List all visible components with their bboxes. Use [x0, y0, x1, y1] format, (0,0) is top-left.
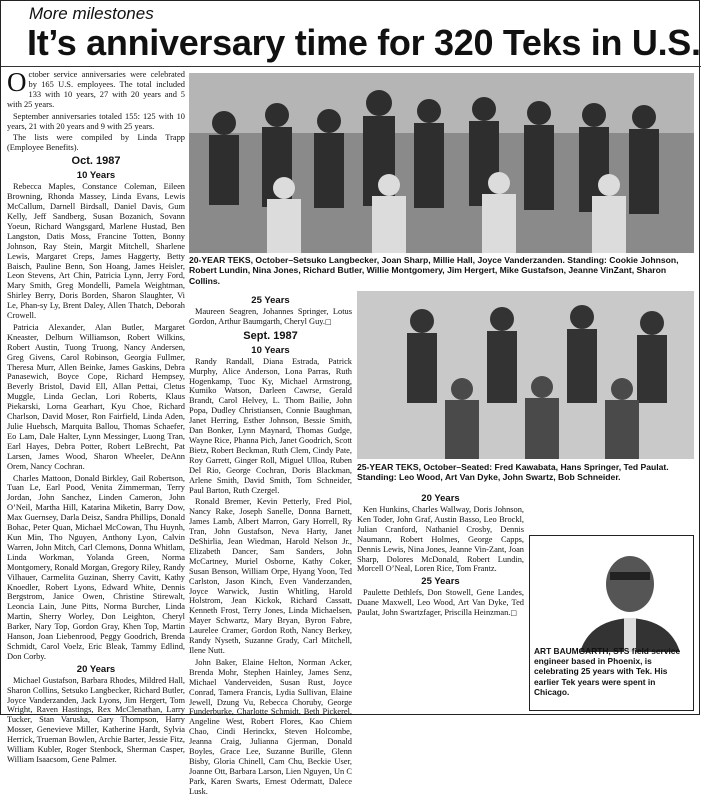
- drop-cap: O: [7, 67, 27, 97]
- sept-25-years-list: Paulette Dethlefs, Don Stowell, Gene Landes, Duane Maxwell, Leo Wood, Art Van Dyke, Ted Paulat, John Swartzfager, Priscilla Heinzman.□: [357, 588, 524, 618]
- oct-20-years-heading: 20 Years: [76, 663, 116, 675]
- sept-10-years-heading: 10 Years: [251, 344, 290, 356]
- photo-20-year-teks-image: [189, 73, 694, 253]
- story-end-mark-2: □: [510, 609, 518, 618]
- oct-10-years-heading: 10 Years: [76, 170, 116, 182]
- oct-10-years-list-3: Charles Mattoon, Donald Birkley, Gail Robertson, Tuan Le, Earl Pood, Venita Zimmerman, Terry Jordan, John Sanchez, Linden Cameron, John O’Neil, Martha Hill, Katarina Miketin, Barry Dow, Max Guernsey, Darla Deisz, Sandra Phillips, Donald Bohac, Peter Quan, Michael McCowan, Thu Huynh, Kun Min, Tho Nguyen, Anthony Lyon, Calvin Warren, John Mitch, Carl Clemons, Donna Whitlam, Linda Workman, Yolanda Green, Norma Montgomery, Ronald Morgan, Gregory Riley, Randy Vilhauer, Carmelita Guzinan, Sherry Cavitt, Kathy Knoedler, Robert Lyons, Edward White, Dennis Bergstrom, Janice Owen, Christine Stirewalt, Leoncia Lain, June Pitts, Norma Burcher, Linda Martin, Sherry Worley, Don Leighton, Cheryl Barker, Nary Top, Gordon Gray, Khen Top, Martin Hanson, Joan Liebenrood, Peggy Goodrich, Brenda Schmidt, Carol Voelz, Eric Bleak, Tammy Edlind, Don Corby.: [7, 473, 185, 661]
- oct-20-years-list: Michael Gustafson, Barbara Rhodes, Mildred Hall, Sharon Collins, Setsuko Langbecker, Richard Butler, Joyce Vanderzanden, Jack Lyons, Jim Hergert, Tom Wright, Raven Hastings, Rex McClenathan, Larry Tucker, Stan Varuska, Gary Thompson, Harry Mosser, Genevieve Miller, Katherine Hardt, Sylvia Herrick, Trueman Bowlen, Archie Barter, Jessie Fitz, William Kubler, Roger Stenbock, Sherman Casper, William Isaacsom, Gene Palmer.: [7, 675, 185, 764]
- sept-25-years-heading: 25 Years: [421, 576, 460, 588]
- sept-10-years-list-2: Ronald Bremer, Kevin Petterly, Fred Piol, Nancy Rake, Joseph Sanelle, Donna Barnett, James Lamb, Albert Marron, Gary Horrell, Ry Tran, John Gustafson, Neva Harty, Janet DeShirlia, Jean Wiedman, Harold Nelson Jr., Elizabeth Dancer, Sam Sanders, John McCartney, Muriel Osborne, Kathy Coker, Susan Benson, William Orpe, Hyang Yoon, Ted Carlston, Jason Kinch, Even Vanderzanden, Joyce Warwick, Justin Whitling, Harold Holstrom, Jean Kickok, Richard Cassatt, Kenneth Frost, Terry Jones, Linda Michaelsen, Mayer Schwartz, Mary Bryan, Byron Fabre, Laurelee Cramer, Gordon Roth, Nancy Berkey, Randy Nyseth, Suzanne Grady, Carl Mitchell, Ilene Nutt.: [189, 497, 352, 655]
- photo-25-year-teks-image: [357, 291, 694, 459]
- page-headline: It’s anniversary time for 320 Teks in U.S.: [27, 22, 701, 63]
- photo-art-baumgarth-image: [560, 542, 690, 652]
- oct-10-years-list-2: Patricia Alexander, Alan Butler, Margaret Kneaster, Delburn Williamson, Robert Wilkins, Robert Austin, Tuong Truong, Nancy Andersen, Greg Givens, Carol Robinson, Georgia Fullmer, Theresa Murr, Allen Beinke, James Gaskins, Debra Panasewich, Boyce Cope, Richard Hempsey, Beverly Bristol, David Ell, Allan Pettai, Cletus Muggle, Linda Geclan, Lori Roberts, Klaus Piekarski, Lorna Gearhart, Kyu Choe, Richard Charlson, David Moser, Ron Fairfield, Linda Aden, Julie Huebsch, Marquita Ballou, Thomas Schaefer, Eo Lam, Dale Halter, Lynn Messinger, Luong Tran, Earl Hayes, Debra Potter, Robert LeBrecht, Pat Larsen, James Wood, Sharon Wheeler, DeAnn Orem, Nancy Cochran.: [7, 322, 185, 471]
- sept-10-years-list-1: Randy Randall, Diana Estrada, Patrick Murphy, Alice Anderson, Lona Parras, Ruth Hogenkamp, Tuoc Ky, Michael Armstrong, Kumiko Watson, Darleen Cawrse, Gerald Brandt, Carol Helvey, L. Thom Bailie, John Popa, Dudley Christiansen, Connie Baughman, Janet Herring, Esther Johnson, Bessie Smith, Dan Bonker, Lynn Maynard, Thomas Gudge, Wayne Rice, Phanna Pich, Janet Goodrich, Scott Bietz, Robert Beckman, Ruth Clem, Cindy Pate, Roy Garrett, Ginger Roll, Miguel Ulloa, Ruben Del Rio, George Cochran, Doris Blackman, Arlene Smith, David Smith, Tom Schneider, Paul Barton, Ruth Czergel.: [189, 356, 352, 495]
- intro-paragraph-1: October service anniversaries were celebrated by 165 U.S. employees. The total included 133 with 10 years, 27 with 20 years and 5 with 25 years.: [7, 67, 185, 109]
- oct-25-years-heading: 25 Years: [251, 294, 290, 306]
- photo-20-year-teks-caption: 20-YEAR TEKS, October–Setsuko Langbecker, Joan Sharp, Millie Hall, Joyce Vanderzanden. Standing: Cookie Johnson, Robert Lundin, Nina Jones, Richard Butler, Willie Montgomery, Jim Hergert, Mike Gustafson, Jeanne VinZant, Sharon Collins.: [189, 255, 679, 286]
- column-1: [7, 67, 185, 764]
- intro-paragraph-2: September anniversaries totaled 155: 125 with 10 years, 21 with 20 years and 9 with 25 years.: [7, 111, 185, 131]
- oct-25-years-list: Maureen Seagren, Johannes Springer, Lotus Gordon, Arthur Baumgarth, Cheryl Guy.□: [189, 306, 352, 326]
- story-end-mark: □: [325, 317, 332, 326]
- oct-20-years-continued: [189, 283, 352, 293]
- photo-25-year-teks: [357, 291, 694, 459]
- oct-heading: Oct. 1987: [71, 155, 121, 168]
- sept-heading: Sept. 1987: [243, 329, 298, 342]
- photo-25-year-teks-caption: 25-YEAR TEKS, October–Seated: Fred Kawabata, Hans Springer, Ted Paulat. Standing: Leo Wood, Art Van Dyke, John Swartz, Bob Schneider.: [357, 462, 669, 483]
- art-baumgarth-box: [529, 535, 694, 711]
- oct-10-years-list-1: Rebecca Maples, Constance Coleman, Eileen Browning, Rhonda Massey, Linda Evans, Lewis McCallum, Darnell Birdsall, Daniel Davis, Gum Kelly, Jeff Sandberg, Susan Bozanich, Sovann Yoeun, Richard Wangsgard, Marlene Hustad, Ben Langston, Datis Moss, Francine Totten, Bonny Johnson, Ray Stein, Margit Mitchell, Sharlene Lewis, Margaret Creps, James Haggerty, Betty Baisch, Pauline Benn, Son Hoang, James Heisler, Leon Stevens, Art Chin, Patricia Lynn, Jerry Ford, Mary Smith, Greg Mondelli, Pamela Weightman, Shirley Berry, Doris Borden, Sharon Slaughter, Vi Le, Phan-sy Ly, Brent Daley, Allen Thatch, Deborah Crowell.: [7, 182, 185, 321]
- column-3: [357, 491, 524, 712]
- sept-20-years-heading: 20 Years: [421, 493, 460, 504]
- photo-art-baumgarth: [560, 542, 690, 652]
- sept-10-years-list-3: John Baker, Elaine Helton, Norman Acker, Brenda Mohr, Stephen Hainley, James Senz, Michael Vanderveiden, Susan Rust, Joyce Conrad, Tamera Francis, Lydia Sullivan, Elaine Jewell, Dzung Vu, Rebecca Choruby, George Funderburke, Charlotte Schmidt, Beth Pickerel, Angeline West, Robert Flores, Kao Chiem Chao, Cindi Herinckx, Steven Holcombe, Jeanna Craig, Julianna Gjerman, Donald Boyles, Grace Lee, Suzanne Burille, Glenn Bisby, Gloria Chinell, Cam Chu, Beckie User, Joanne Ott, Barbara Larson, Lien Nguyen, Un C Park, Karen Swarts, Ernest Odermatt, Dalece Lusk.: [189, 657, 352, 796]
- header-rule: [1, 66, 701, 67]
- photo-20-year-teks: [189, 73, 694, 253]
- section-kicker: More milestones: [29, 4, 154, 23]
- intro-paragraph-3: The lists were compiled by Linda Trapp (Employee Benefits).: [7, 133, 185, 153]
- sept-20-years-list: Ken Hunkins, Charles Wallway, Doris Johnson, Ken Toder, John Graf, Austin Basso, Leo Brockl, Julian Cranford, Nathaniel Crosby, Dennis Naumann, Robert Holmes, George Capps, Dennis Lewis, Nina Jones, Jeanne Vin-Zant, Joan Sharp, Dolores McDonald, Robert Lundin, Morcell O’Neal, Loren Rice, Tom Frantz.: [357, 505, 524, 574]
- column-2: [189, 283, 352, 796]
- photo-art-baumgarth-caption: ART BAUMGARTH, STS field service engineer based in Phoenix, is celebrating 25 years with Tek. His earlier Tek years were spent in Chicago.: [534, 646, 681, 697]
